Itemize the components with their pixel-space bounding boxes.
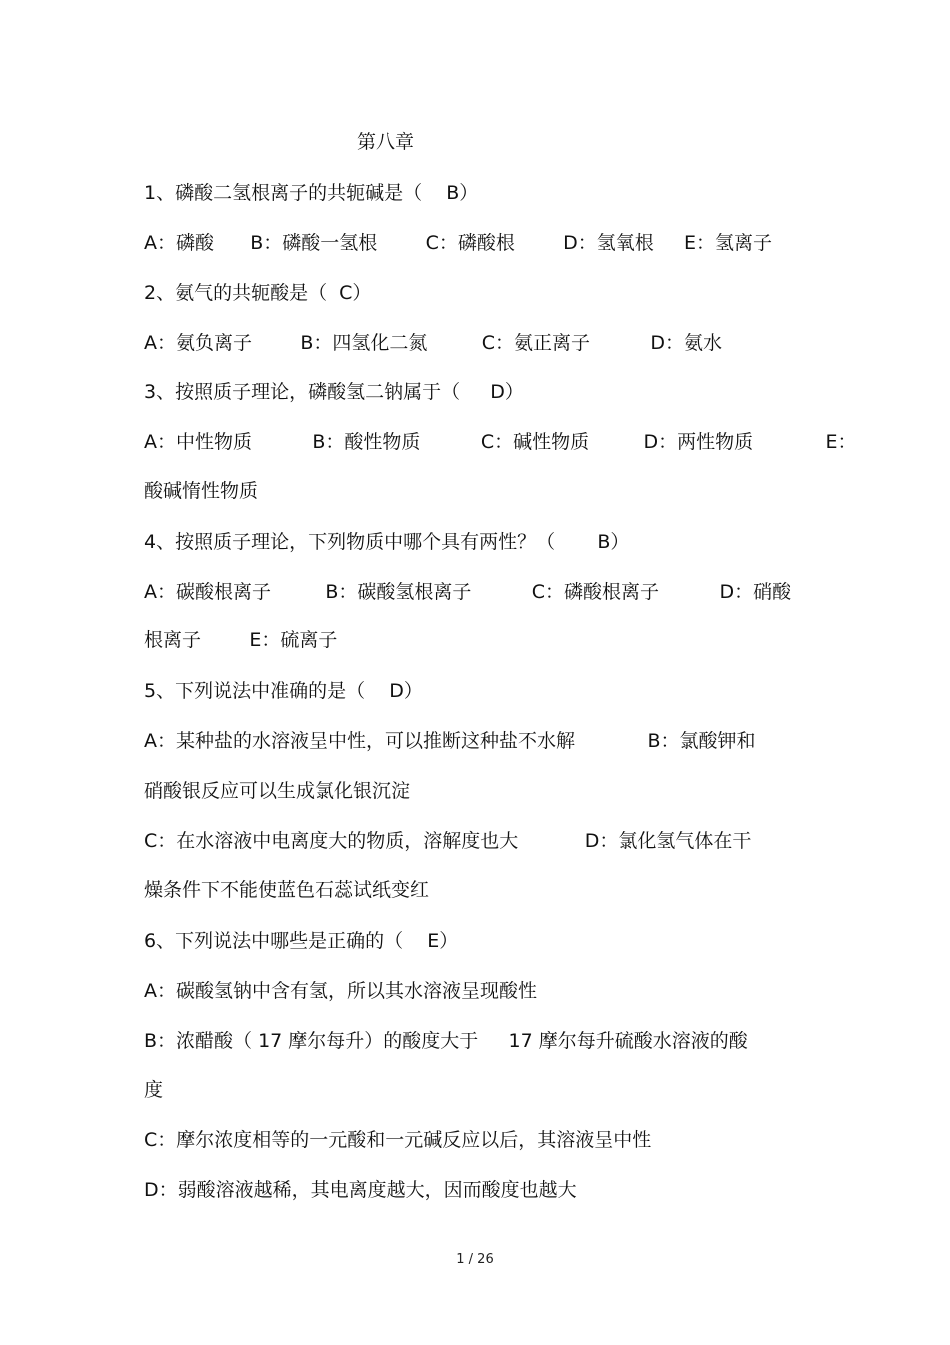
question-5-option-cd-cont: 燥条件下不能使蓝色石蕊试纸变红: [144, 879, 430, 901]
question-6-option-c: C：摩尔浓度相等的一元酸和一元碱反应以后，其溶液呈中性: [144, 1129, 652, 1151]
question-6-option-b: B：浓醋酸（ 17 摩尔每升）的酸度大于 17 摩尔每升硫酸水溶液的酸: [144, 1030, 748, 1052]
question-6-option-d: D：弱酸溶液越稀，其电离度越大，因而酸度也越大: [144, 1179, 577, 1201]
question-5-option-ab-cont: 硝酸银反应可以生成氯化银沉淀: [144, 780, 411, 802]
question-1-options: A：磷酸 B：磷酸一氢根 C：磷酸根 D：氢氧根 E：氢离子: [144, 232, 773, 254]
question-4-options: A：碳酸根离子 B：碳酸氢根离子 C：磷酸根离子 D：硝酸: [144, 581, 792, 603]
question-1-stem: 1、磷酸二氢根离子的共轭碱是（ B）: [144, 182, 479, 204]
question-5-option-cd: C：在水溶液中电离度大的物质，溶解度也大 D：氯化氢气体在干: [144, 830, 752, 852]
question-5-option-ab: A：某种盐的水溶液呈中性，可以推断这种盐不水解 B：氯酸钾和: [144, 730, 756, 752]
question-6-option-b-cont: 度: [144, 1079, 164, 1101]
question-3-options-cont: 酸碱惰性物质: [144, 480, 259, 502]
question-4-stem: 4、按照质子理论，下列物质中哪个具有两性？（ B）: [144, 531, 630, 553]
question-5-stem: 5、下列说法中准确的是（ D）: [144, 680, 423, 702]
question-2-options: A：氨负离子 B：四氢化二氮 C：氨正离子 D：氨水: [144, 332, 722, 354]
question-2-stem: 2、氨气的共轭酸是（ C）: [144, 282, 372, 304]
chapter-title: 第八章: [357, 131, 415, 153]
page-number: 1 / 26: [456, 1252, 494, 1267]
question-4-options-cont: 根离子 E：硫离子: [144, 629, 338, 651]
question-3-options: A：中性物质 B：酸性物质 C：碱性物质 D：两性物质 E：: [144, 431, 857, 453]
question-3-stem: 3、按照质子理论，磷酸氢二钠属于（ D）: [144, 381, 524, 403]
question-6-stem: 6、下列说法中哪些是正确的（ E）: [144, 930, 459, 952]
question-6-option-a: A：碳酸氢钠中含有氢，所以其水溶液呈现酸性: [144, 980, 537, 1002]
